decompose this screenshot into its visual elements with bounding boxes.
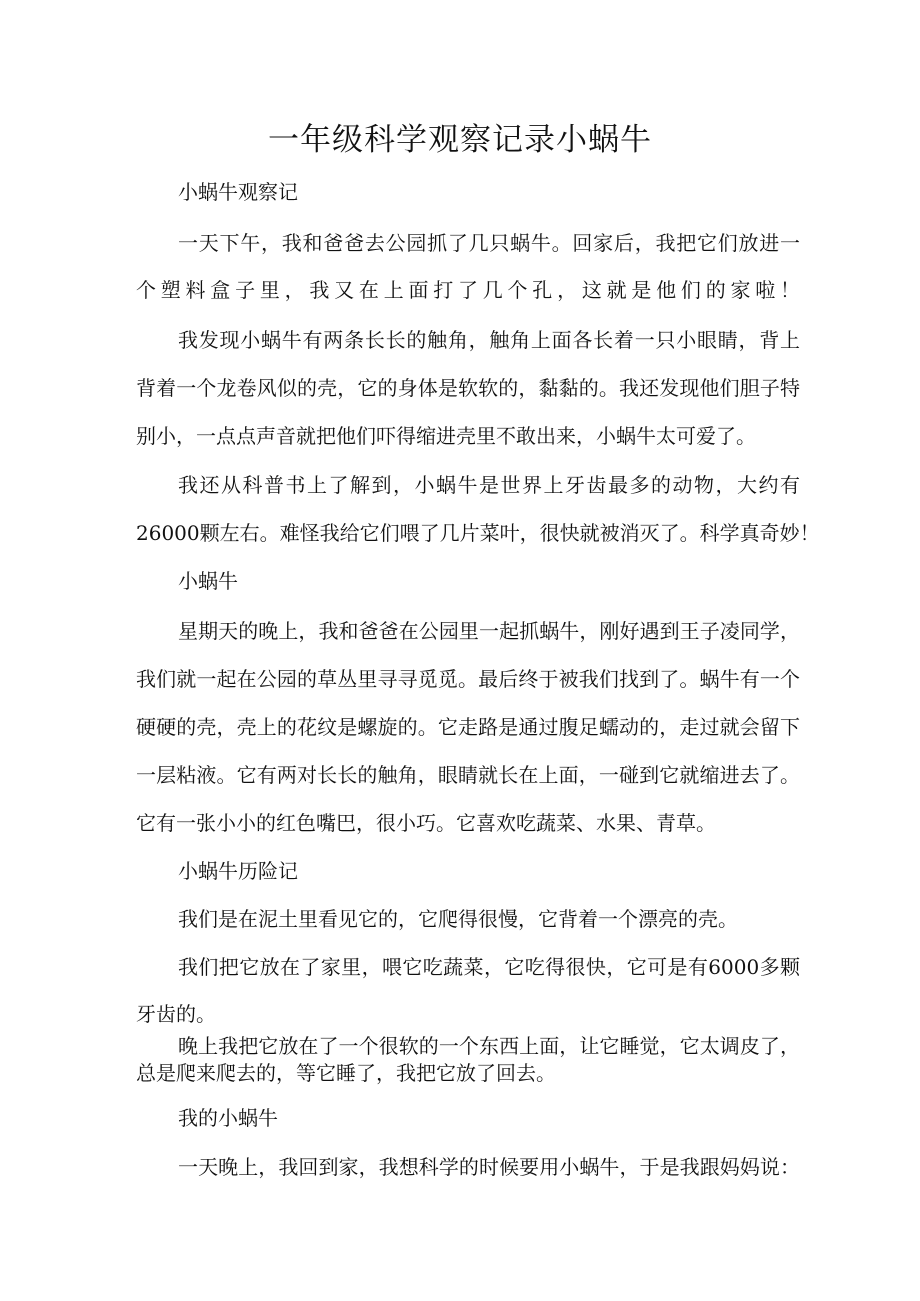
paragraph-line: 总是爬来爬去的，等它睡了，我把它放了回去。	[136, 1061, 556, 1085]
paragraph-line: 我们就一起在公园的草丛里寻寻觅觅。最后终于被我们找到了。蜗牛有一个	[136, 667, 800, 691]
section-heading: 我的小蜗牛	[178, 1106, 278, 1130]
paragraph-line: 一天晚上，我回到家，我想科学的时候要用小蜗牛，于是我跟妈妈说：	[178, 1155, 800, 1179]
paragraph-line: 它有一张小小的红色嘴巴，很小巧。它喜欢吃蔬菜、水果、青草。	[136, 811, 716, 835]
paragraph-line: 我发现小蜗牛有两条长长的触角，触角上面各长着一只小眼睛，背上	[178, 328, 800, 352]
section-heading: 小蜗牛历险记	[178, 859, 298, 883]
paragraph-line: 我还从科普书上了解到，小蜗牛是世界上牙齿最多的动物，大约有	[178, 473, 800, 497]
paragraph-line: 牙齿的。	[136, 1002, 216, 1026]
paragraph-line: 26000颗左右。难怪我给它们喂了几片菜叶，很快就被消灭了。科学真奇妙！	[136, 521, 820, 545]
paragraph-line: 星期天的晚上，我和爸爸在公园里一起抓蜗牛，刚好遇到王子凌同学，	[178, 619, 800, 643]
document-title: 一年级科学观察记录小蜗牛	[268, 122, 652, 158]
paragraph-line: 我们把它放在了家里，喂它吃蔬菜，它吃得很快，它可是有6000多颗	[178, 955, 800, 979]
paragraph-line: 背着一个龙卷风似的壳，它的身体是软软的，黏黏的。我还发现他们胆子特	[136, 376, 800, 400]
section-heading: 小蜗牛观察记	[178, 180, 298, 204]
paragraph-line: 个塑料盒子里，我又在上面打了几个孔，这就是他们的家啦！	[136, 278, 800, 302]
paragraph-line: 硬硬的壳，壳上的花纹是螺旋的。它走路是通过腹足蠕动的，走过就会留下	[136, 715, 800, 739]
paragraph-line: 别小，一点点声音就把他们吓得缩进壳里不敢出来，小蜗牛太可爱了。	[136, 424, 756, 448]
paragraph-line: 一层粘液。它有两对长长的触角，眼睛就长在上面，一碰到它就缩进去了。	[136, 763, 800, 787]
paragraph-line: 晚上我把它放在了一个很软的一个东西上面，让它睡觉，它太调皮了，	[178, 1034, 800, 1058]
paragraph-line: 一天下午，我和爸爸去公园抓了几只蜗牛。回家后，我把它们放进一	[178, 231, 800, 255]
section-heading: 小蜗牛	[178, 569, 238, 593]
paragraph-line: 我们是在泥土里看见它的，它爬得很慢，它背着一个漂亮的壳。	[178, 907, 738, 931]
